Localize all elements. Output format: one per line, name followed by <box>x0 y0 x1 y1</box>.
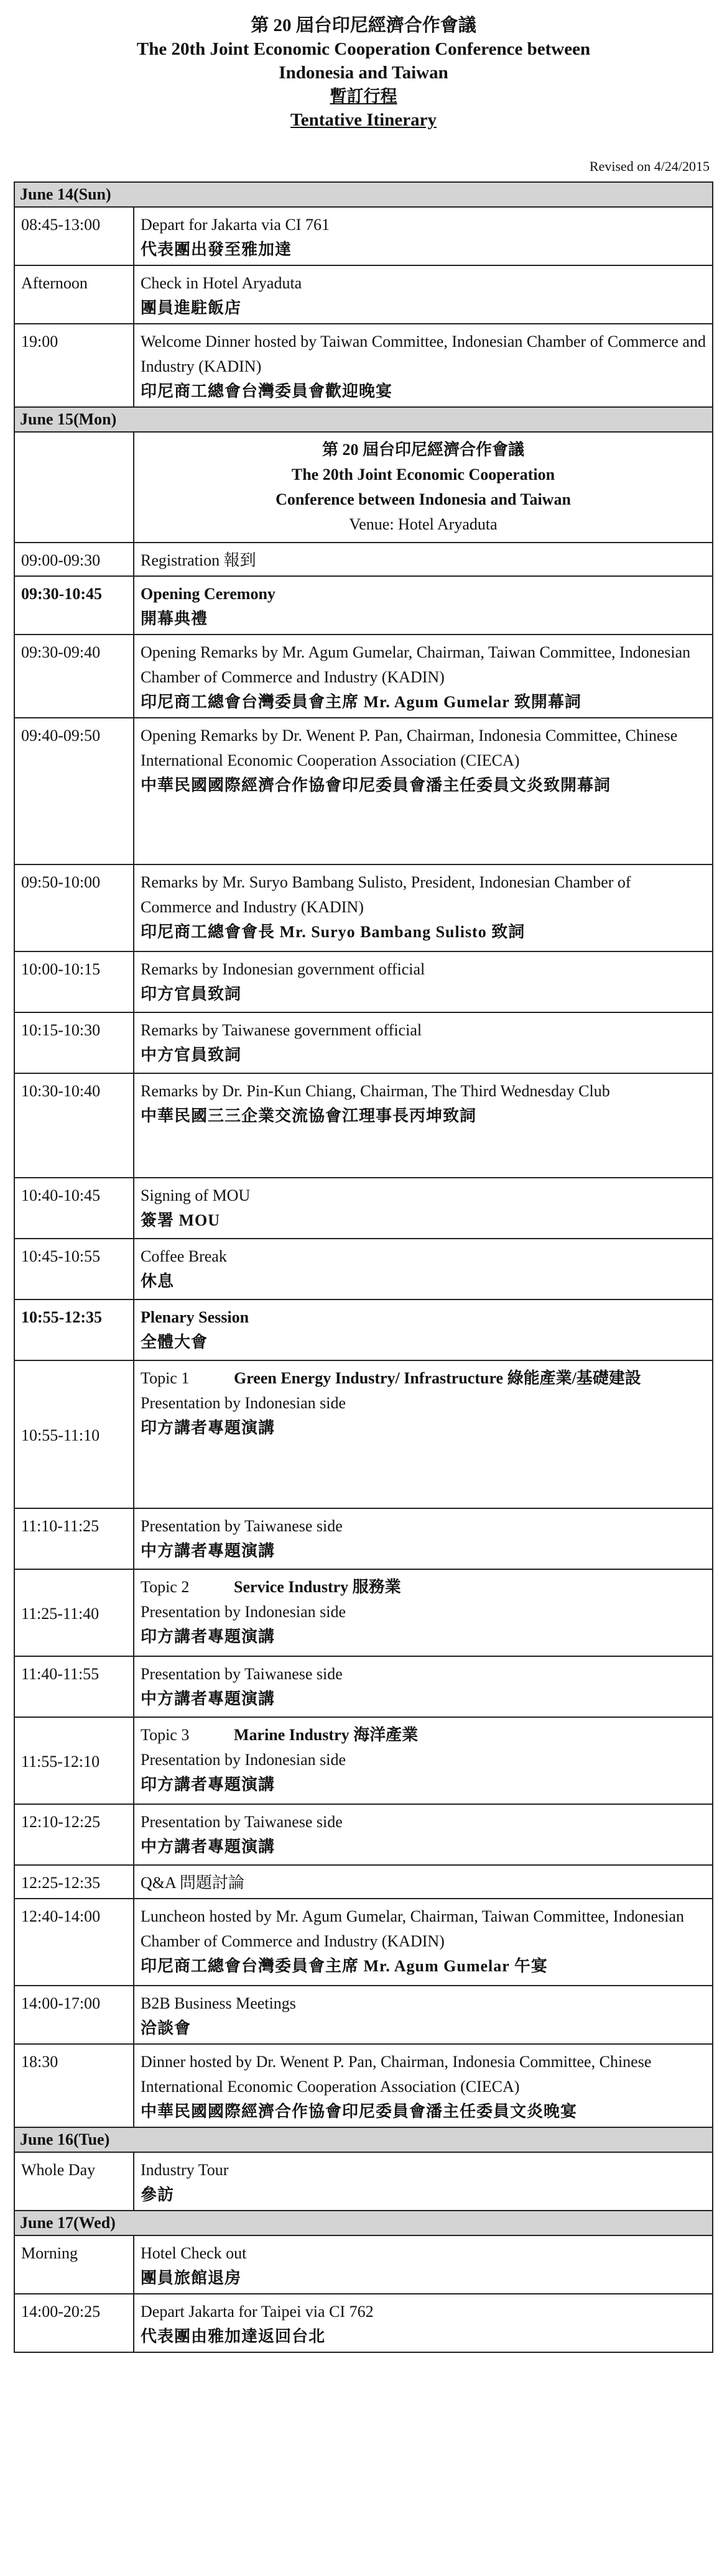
event-cell <box>134 324 713 407</box>
event-english: Presentation by Indonesian side <box>141 1751 346 1769</box>
event-cell <box>134 1717 713 1804</box>
event-chinese: 全體大會 <box>141 1333 208 1351</box>
event-chinese: 開幕典禮 <box>141 610 208 628</box>
event-english: Luncheon hosted by Mr. Agum Gumelar, Chairman, Taiwan Committee, Indonesian Chamber of Commerce and Industry (KADIN) <box>141 1907 684 1950</box>
event-english: Registration 報到 <box>141 551 256 569</box>
time-cell: Morning <box>14 2235 134 2294</box>
event-cell <box>134 1012 713 1073</box>
day-header-june-17 <box>14 2211 713 2235</box>
event-chinese: 印方講者專題演講 <box>141 1628 276 1646</box>
event-english: Opening Ceremony <box>141 585 276 603</box>
table-row <box>14 1073 713 1178</box>
conference-title-row <box>14 432 713 543</box>
day-header-june-14 <box>14 182 713 207</box>
event-english: Signing of MOU <box>141 1186 251 1204</box>
event-english: Dinner hosted by Dr. Wenent P. Pan, Chairman, Indonesia Committee, Chinese International Economic Cooperation Association (CIECA) <box>141 2053 652 2096</box>
event-chinese: 代表團出發至雅加達 <box>141 241 292 259</box>
event-english: Coffee Break <box>141 1247 227 1265</box>
table-row <box>14 635 713 718</box>
event-chinese: 參訪 <box>141 2186 175 2204</box>
table-row <box>14 2294 713 2352</box>
event-cell <box>134 1360 713 1508</box>
revised-date: Revised on 4/24/2015 <box>589 158 710 174</box>
event-cell <box>134 2152 713 2211</box>
event-cell <box>134 718 713 864</box>
day-label: June 15(Mon) <box>14 407 713 432</box>
event-english: B2B Business Meetings <box>141 1994 296 2012</box>
event-chinese: 印尼商工總會台灣委員會主席 Mr. Agum Gumelar 致開幕詞 <box>141 693 581 711</box>
event-cell <box>134 543 713 576</box>
day-header-june-16 <box>14 2127 713 2152</box>
event-english: Opening Remarks by Dr. Wenent P. Pan, Chairman, Indonesia Committee, Chinese International Economic Cooperation Association (CIECA) <box>141 727 678 769</box>
time-cell: 10:55-12:35 <box>14 1299 134 1360</box>
conference-title-english-1: The 20th Joint Economic Cooperation <box>291 465 555 484</box>
table-row <box>14 2235 713 2294</box>
table-row <box>14 324 713 407</box>
itinerary-table <box>14 181 713 2353</box>
day-label: June 16(Tue) <box>14 2127 713 2152</box>
table-row <box>14 1656 713 1717</box>
table-row <box>14 576 713 635</box>
event-chinese: 印尼商工總會台灣委員會歡迎晚宴 <box>141 382 393 400</box>
event-english: Presentation by Taiwanese side <box>141 1517 343 1535</box>
topic-heading <box>141 1723 706 1748</box>
table-row <box>14 207 713 265</box>
event-cell <box>134 576 713 635</box>
time-cell: 12:25-12:35 <box>14 1865 134 1899</box>
event-cell <box>134 1804 713 1865</box>
topic-number: Topic 2 <box>141 1578 190 1596</box>
title-english-line1: The 20th Joint Economic Cooperation Conference between <box>136 39 591 59</box>
event-cell <box>134 2235 713 2294</box>
time-cell: 09:00-09:30 <box>14 543 134 576</box>
table-row <box>14 2044 713 2127</box>
event-english: Hotel Check out <box>141 2244 247 2262</box>
event-english: Remarks by Taiwanese government official <box>141 1021 422 1039</box>
time-cell: 12:10-12:25 <box>14 1804 134 1865</box>
table-row <box>14 1986 713 2044</box>
time-cell: 18:30 <box>14 2044 134 2127</box>
event-cell <box>134 2294 713 2352</box>
event-english: Q&A 問題討論 <box>141 1874 244 1892</box>
event-english: Check in Hotel Aryaduta <box>141 274 302 292</box>
time-cell-empty <box>14 432 134 543</box>
event-english: Remarks by Indonesian government official <box>141 960 425 978</box>
day-label: June 17(Wed) <box>14 2211 713 2235</box>
time-cell: 19:00 <box>14 324 134 407</box>
event-chinese: 印尼商工總會台灣委員會主席 Mr. Agum Gumelar 午宴 <box>141 1957 548 1975</box>
table-row <box>14 1569 713 1656</box>
event-english: Plenary Session <box>141 1308 249 1326</box>
event-english: Presentation by Taiwanese side <box>141 1813 343 1831</box>
event-cell <box>134 1299 713 1360</box>
time-cell: 11:25-11:40 <box>14 1569 134 1656</box>
event-cell <box>134 207 713 265</box>
event-chinese: 簽署 MOU <box>141 1211 221 1229</box>
time-cell: 09:40-09:50 <box>14 718 134 864</box>
event-chinese: 中華民國三三企業交流協會江理事長丙坤致詞 <box>141 1107 477 1125</box>
table-row <box>14 864 713 951</box>
event-cell <box>134 1239 713 1299</box>
event-chinese: 洽談會 <box>141 2019 192 2037</box>
event-chinese: 中華民國國際經濟合作協會印尼委員會潘主任委員文炎晚宴 <box>141 2102 578 2120</box>
event-cell <box>134 2044 713 2127</box>
table-row <box>14 1804 713 1865</box>
table-row <box>14 718 713 864</box>
table-row <box>14 1239 713 1299</box>
event-chinese: 中方講者專題演講 <box>141 1838 276 1856</box>
time-cell: 14:00-17:00 <box>14 1986 134 2044</box>
event-chinese: 代表團由雅加達返回台北 <box>141 2327 326 2345</box>
topic-number: Topic 3 <box>141 1726 190 1744</box>
event-cell <box>134 1899 713 1986</box>
event-cell <box>134 1656 713 1717</box>
table-row <box>14 1508 713 1569</box>
document-header <box>0 0 727 132</box>
conference-title-chinese: 第 20 屆台印尼經濟合作會議 <box>322 441 524 459</box>
time-cell: 08:45-13:00 <box>14 207 134 265</box>
title-english-line2: Indonesia and Taiwan <box>279 63 448 83</box>
event-chinese: 中華民國國際經濟合作協會印尼委員會潘主任委員文炎致開幕詞 <box>141 776 611 794</box>
event-cell <box>134 265 713 324</box>
topic-number: Topic 1 <box>141 1369 190 1387</box>
topic-title: Marine Industry 海洋產業 <box>234 1726 419 1744</box>
subtitle-chinese: 暫訂行程 <box>330 87 397 106</box>
time-cell: 14:00-20:25 <box>14 2294 134 2352</box>
time-cell: Afternoon <box>14 265 134 324</box>
event-english: Opening Remarks by Mr. Agum Gumelar, Chairman, Taiwan Committee, Indonesian Chamber of Commerce and Industry (KADIN) <box>141 643 691 686</box>
event-chinese: 團員旅館退房 <box>141 2269 242 2287</box>
time-cell: Whole Day <box>14 2152 134 2211</box>
subtitle-english: Tentative Itinerary <box>290 110 437 130</box>
time-cell: 09:50-10:00 <box>14 864 134 951</box>
time-cell: 11:40-11:55 <box>14 1656 134 1717</box>
topic-heading <box>141 1366 706 1391</box>
time-cell: 09:30-09:40 <box>14 635 134 718</box>
time-cell: 10:45-10:55 <box>14 1239 134 1299</box>
event-cell <box>134 1508 713 1569</box>
event-cell <box>134 1865 713 1899</box>
event-chinese: 中方官員致詞 <box>141 1046 242 1064</box>
event-chinese: 印方講者專題演講 <box>141 1776 276 1794</box>
conference-title-cell <box>134 432 713 543</box>
event-english: Presentation by Indonesian side <box>141 1394 346 1412</box>
time-cell: 12:40-14:00 <box>14 1899 134 1986</box>
table-row <box>14 1360 713 1508</box>
conference-title-english-2: Conference between Indonesia and Taiwan <box>276 490 571 508</box>
event-english: Depart for Jakarta via CI 761 <box>141 216 330 234</box>
time-cell: 10:00-10:15 <box>14 951 134 1012</box>
event-chinese: 中方講者專題演講 <box>141 1690 276 1708</box>
table-row <box>14 1865 713 1899</box>
event-english: Remarks by Dr. Pin-Kun Chiang, Chairman, The Third Wednesday Club <box>141 1082 610 1100</box>
topic-title: Service Industry 服務業 <box>234 1578 401 1596</box>
title-chinese: 第 20 屆台印尼經濟合作會議 <box>251 16 476 35</box>
table-row <box>14 951 713 1012</box>
time-cell: 10:30-10:40 <box>14 1073 134 1178</box>
event-cell <box>134 1986 713 2044</box>
conference-venue: Venue: Hotel Aryaduta <box>349 515 498 533</box>
event-chinese: 團員進駐飯店 <box>141 299 242 317</box>
table-row <box>14 1178 713 1239</box>
table-row <box>14 2152 713 2211</box>
event-chinese: 中方講者專題演講 <box>141 1542 276 1560</box>
table-row <box>14 543 713 576</box>
event-english: Presentation by Indonesian side <box>141 1603 346 1621</box>
event-cell <box>134 951 713 1012</box>
event-english: Remarks by Mr. Suryo Bambang Sulisto, President, Indonesian Chamber of Commerce and Industry (KADIN) <box>141 873 631 916</box>
event-english: Industry Tour <box>141 2161 229 2179</box>
time-cell: 11:10-11:25 <box>14 1508 134 1569</box>
time-cell: 10:40-10:45 <box>14 1178 134 1239</box>
event-english: Welcome Dinner hosted by Taiwan Committee, Indonesian Chamber of Commerce and Industry (KADIN) <box>141 332 706 375</box>
event-cell <box>134 864 713 951</box>
time-cell: 09:30-10:45 <box>14 576 134 635</box>
event-chinese: 休息 <box>141 1272 175 1290</box>
event-cell <box>134 1569 713 1656</box>
event-cell <box>134 635 713 718</box>
event-chinese: 印方官員致詞 <box>141 985 242 1003</box>
event-cell <box>134 1073 713 1178</box>
event-chinese: 印方講者專題演講 <box>141 1419 276 1437</box>
time-cell: 11:55-12:10 <box>14 1717 134 1804</box>
event-chinese: 印尼商工總會會長 Mr. Suryo Bambang Sulisto 致詞 <box>141 923 526 941</box>
table-row <box>14 1299 713 1360</box>
time-cell: 10:55-11:10 <box>14 1360 134 1508</box>
table-row <box>14 1717 713 1804</box>
event-cell <box>134 1178 713 1239</box>
event-english: Presentation by Taiwanese side <box>141 1665 343 1683</box>
day-header-june-15 <box>14 407 713 432</box>
time-cell: 10:15-10:30 <box>14 1012 134 1073</box>
table-row <box>14 265 713 324</box>
topic-title: Green Energy Industry/ Infrastructure 綠能產業/基礎建設 <box>234 1369 641 1387</box>
event-english: Depart Jakarta for Taipei via CI 762 <box>141 2303 374 2321</box>
table-row <box>14 1012 713 1073</box>
table-row <box>14 1899 713 1986</box>
topic-heading <box>141 1575 706 1600</box>
day-label: June 14(Sun) <box>14 182 713 207</box>
